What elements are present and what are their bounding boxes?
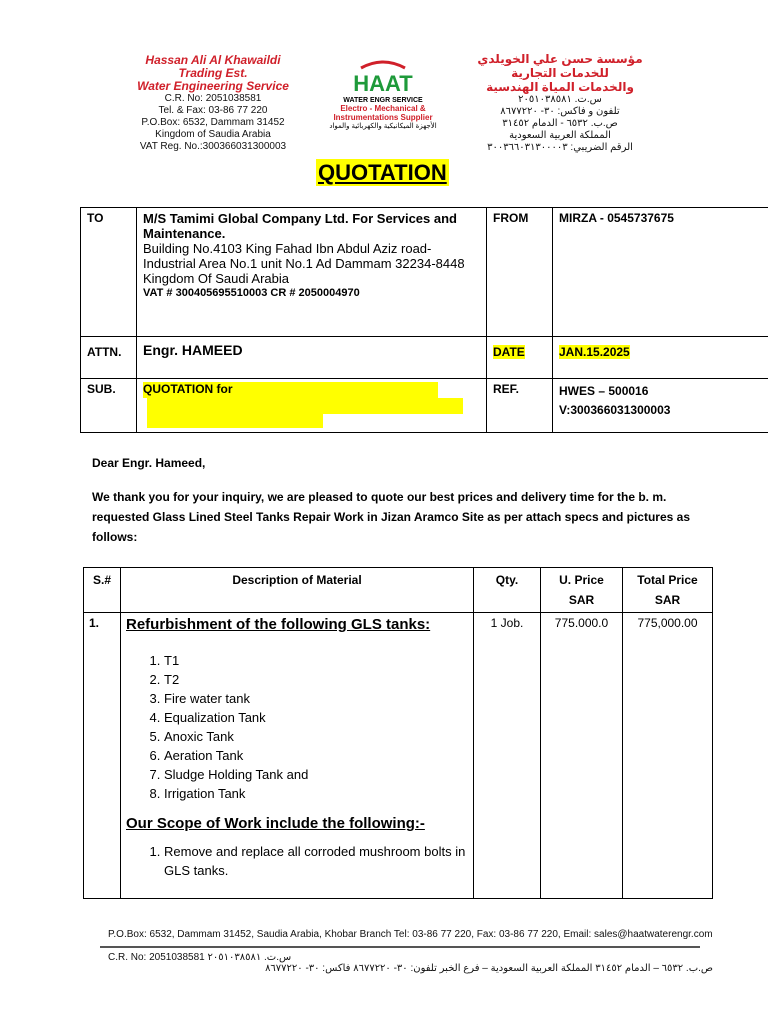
company-vat: VAT Reg. No.:300366031300003 xyxy=(139,141,287,152)
to-company-vat: VAT # 300405695510003 CR # 2050004970 xyxy=(143,287,360,299)
col-header-sn: S.# xyxy=(84,568,121,613)
col-header-description: Description of Material xyxy=(121,568,474,613)
ref-number: HWES – 500016 xyxy=(559,384,649,398)
company-ar-line3: والخدمات المياة الهندسية xyxy=(486,80,634,94)
row-qty: 1 Job. xyxy=(474,613,541,899)
attn-value: Engr. HAMEED xyxy=(143,342,243,358)
company-name-line3: Water Engineering Service xyxy=(137,79,289,93)
company-logo xyxy=(322,58,444,130)
company-pobox: P.O.Box: 6532, Dammam 31452 xyxy=(141,117,285,128)
list-item: 4. Equalization Tank xyxy=(164,708,468,727)
list-item: 1. Remove and replace all corroded mushroom bolts in GLS tanks. xyxy=(164,842,468,880)
company-ar-tel: تلفون و فاكس: ٣٠- ٨٦٧٧٢٢٠ xyxy=(500,106,620,117)
document-title: QUOTATION xyxy=(318,160,447,185)
unit-price-label: U. Price xyxy=(559,573,604,587)
to-company-name: M/S Tamimi Global Company Ltd. For Services and Maintenance. xyxy=(143,211,457,241)
row-unit-price: 775.000.0 xyxy=(541,613,623,899)
list-item: 7. Sludge Holding Tank and xyxy=(164,765,468,784)
footer-divider xyxy=(100,946,700,948)
attn-label: ATTN. xyxy=(81,337,137,379)
ref-label: REF. xyxy=(487,379,553,433)
total-price-label: Total Price xyxy=(637,573,698,587)
company-ar-line1: مؤسسة حسن علي الخويلدي xyxy=(477,52,643,66)
sub-cell xyxy=(137,379,487,433)
logo-brand-text: HAAT xyxy=(353,71,413,96)
company-ar-vat: الرقم الضريبي: ٣٠٠٣٦٦٠٣١٣٠٠٠٠٣ xyxy=(487,142,633,153)
scope-list xyxy=(126,842,468,880)
company-arabic-block xyxy=(455,52,665,154)
total-price-currency: SAR xyxy=(654,593,681,607)
company-ar-line2: للخدمات التجارية xyxy=(511,66,609,80)
date-value-cell xyxy=(553,337,768,379)
greeting: Dear Engr. Hameed, xyxy=(92,456,206,470)
logo-line2: Electro - Mechanical & xyxy=(340,104,426,113)
date-label: DATE xyxy=(493,345,525,359)
footer-contact-line: P.O.Box: 6532, Dammam 31452, Saudia Arabia, Khobar Branch Tel: 03-86 77 220, Fax: 03-86 77 220, Email: sales@haatwaterengr.com xyxy=(108,929,713,940)
row-description xyxy=(121,613,474,899)
row-sn: 1. xyxy=(84,613,121,899)
col-header-unit-price xyxy=(541,568,623,613)
list-item: 3. Fire water tank xyxy=(164,689,468,708)
company-tel: Tel. & Fax: 03-86 77 220 xyxy=(158,105,268,116)
table-row xyxy=(84,613,713,899)
from-value: MIRZA - 0545737675 xyxy=(553,208,768,337)
company-cr: C.R. No: 2051038581 xyxy=(164,93,262,104)
list-item: 1. T1 xyxy=(164,651,468,670)
list-item: 2. T2 xyxy=(164,670,468,689)
letterhead xyxy=(0,0,768,160)
scope-heading: Our Scope of Work include the following:- xyxy=(126,815,425,832)
sub-label: SUB. xyxy=(81,379,137,433)
haat-logo-mark xyxy=(333,58,433,96)
unit-price-currency: SAR xyxy=(568,593,595,607)
company-name-line1: Hassan Ali Al Khawaildi xyxy=(145,53,281,67)
logo-line1: WATER ENGR SERVICE xyxy=(343,97,423,104)
intro-paragraph: We thank you for your inquiry, we are pleased to quote our best prices and delivery time for the b. m. requested Glass Lined Steel Tanks Repair Work in Jizan Aramco Site as per attach specs and pictures as follows: xyxy=(92,490,690,544)
company-ar-country: المملكة العربية السعودية xyxy=(509,130,611,141)
col-header-total-price xyxy=(623,568,713,613)
footer-cr: C.R. No: 2051038581 س.ت. ٢٠٥١٠٣٨٥٨١ xyxy=(108,952,292,963)
logo-line3: Instrumentations Supplier xyxy=(333,113,433,122)
sub-highlight-bar-3 xyxy=(147,414,323,428)
company-ar-pobox: ص.ب. ٦٥٣٢ - الدمام ٣١٤٥٢ xyxy=(502,118,618,129)
sub-highlight-bar-2 xyxy=(147,398,463,414)
tank-list xyxy=(126,651,468,803)
from-label: FROM xyxy=(487,208,553,337)
quotation-items-table xyxy=(83,567,713,899)
attn-cell xyxy=(137,337,487,379)
ref-cell xyxy=(553,379,768,433)
company-english-block xyxy=(118,54,308,153)
sub-value: QUOTATION for xyxy=(143,382,438,398)
ref-vat: V:300366031300003 xyxy=(559,403,671,417)
footer-registration-line xyxy=(108,952,713,974)
company-ar-cr: س.ت. ٢٠٥١٠٣٨٥٨١ xyxy=(518,94,602,105)
to-label: TO xyxy=(81,208,137,337)
refurbishment-heading: Refurbishment of the following GLS tanks: xyxy=(126,616,431,633)
list-item: 6. Aeration Tank xyxy=(164,746,468,765)
row-total-price: 775,000.00 xyxy=(623,613,713,899)
to-cell xyxy=(137,208,487,337)
list-item: 5. Anoxic Tank xyxy=(164,727,468,746)
date-label-cell xyxy=(487,337,553,379)
logo-line4: الأجهزة الميكانيكية والكهربائية والمواد xyxy=(329,123,437,130)
company-country: Kingdom of Saudia Arabia xyxy=(155,129,271,140)
col-header-qty: Qty. xyxy=(474,568,541,613)
footer-arabic-address: ص.ب. ٦٥٣٢ – الدمام ٣١٤٥٢ المملكة العربية السعودية – فرع الخبر تلفون: ٣٠- ٨٦٧٧٢٢٠ فاكس: ٣٠- ٨٦٧٧٢٢٠ xyxy=(265,963,713,974)
recipient-info-table xyxy=(80,207,768,433)
to-company-address: Building No.4103 King Fahad Ibn Abdul Aziz road-Industrial Area No.1 unit No.1 Ad Dammam 32234-8448 Kingdom Of Saudi Arabia xyxy=(143,241,465,286)
list-item: 8. Irrigation Tank xyxy=(164,784,468,803)
date-value: JAN.15.2025 xyxy=(559,345,630,359)
company-name-line2: Trading Est. xyxy=(178,66,248,80)
